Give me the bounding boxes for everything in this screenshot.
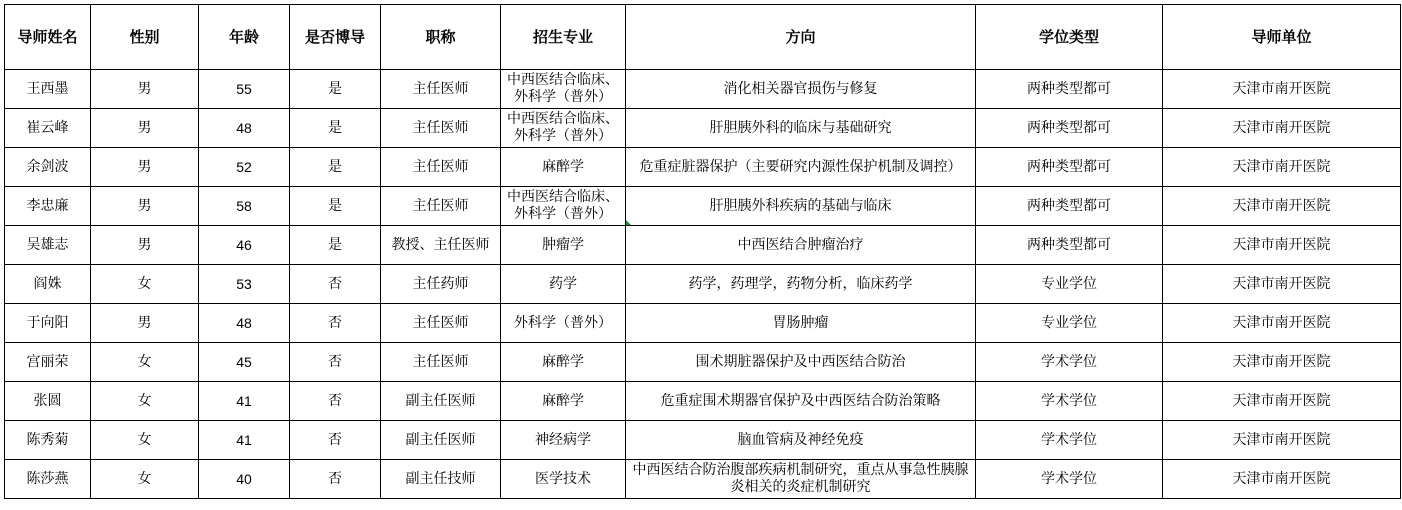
cell-degree[interactable]: 专业学位: [976, 304, 1163, 343]
cell-age[interactable]: 48: [199, 109, 290, 148]
cell-major[interactable]: 麻醉学: [501, 148, 626, 187]
cell-unit[interactable]: 天津市南开医院: [1163, 109, 1401, 148]
cell-name[interactable]: 吴雄志: [5, 226, 91, 265]
cell-phd[interactable]: 是: [290, 187, 381, 226]
table-row: [5, 265, 1401, 304]
cell-unit[interactable]: 天津市南开医院: [1163, 148, 1401, 187]
cell-age[interactable]: 53: [199, 265, 290, 304]
cell-phd[interactable]: 是: [290, 70, 381, 109]
cell-unit[interactable]: 天津市南开医院: [1163, 304, 1401, 343]
table-row: [5, 382, 1401, 421]
cell-unit[interactable]: 天津市南开医院: [1163, 421, 1401, 460]
cell-gender[interactable]: 女: [91, 460, 199, 499]
header-title[interactable]: 职称: [381, 5, 501, 70]
cell-age[interactable]: 55: [199, 70, 290, 109]
header-degree-type[interactable]: 学位类型: [976, 5, 1163, 70]
cell-gender[interactable]: 女: [91, 421, 199, 460]
cell-degree[interactable]: 学术学位: [976, 421, 1163, 460]
table-row: [5, 343, 1401, 382]
comment-indicator-icon: [626, 220, 631, 225]
cell-direction-text: 肝胆胰外科疾病的基础与临床: [709, 197, 892, 214]
cell-age[interactable]: 46: [199, 226, 290, 265]
cell-direction[interactable]: 中西医结合防治腹部疾病机制研究，重点从事急性胰腺炎相关的炎症机制研究: [626, 460, 976, 499]
cell-name[interactable]: 陈秀菊: [5, 421, 91, 460]
cell-phd[interactable]: 是: [290, 109, 381, 148]
cell-major[interactable]: 外科学（普外）: [501, 304, 626, 343]
cell-direction[interactable]: 脑血管病及神经免疫: [626, 421, 976, 460]
cell-gender[interactable]: 女: [91, 265, 199, 304]
table-row: [5, 70, 1401, 109]
cell-unit[interactable]: 天津市南开医院: [1163, 382, 1401, 421]
cell-name[interactable]: 于向阳: [5, 304, 91, 343]
table-row: [5, 304, 1401, 343]
cell-title[interactable]: 主任医师: [381, 187, 501, 226]
cell-name[interactable]: 张圆: [5, 382, 91, 421]
cell-title[interactable]: 教授、主任医师: [381, 226, 501, 265]
header-direction[interactable]: 方向: [626, 5, 976, 70]
cell-gender[interactable]: 男: [91, 187, 199, 226]
cell-name[interactable]: 李忠廉: [5, 187, 91, 226]
cell-title[interactable]: 副主任医师: [381, 382, 501, 421]
cell-title[interactable]: 主任医师: [381, 343, 501, 382]
cell-direction[interactable]: 肝胆胰外科的临床与基础研究: [626, 109, 976, 148]
cell-name[interactable]: 宫丽荣: [5, 343, 91, 382]
cell-title[interactable]: 主任医师: [381, 109, 501, 148]
cell-gender[interactable]: 女: [91, 343, 199, 382]
cell-age[interactable]: 48: [199, 304, 290, 343]
cell-age[interactable]: 40: [199, 460, 290, 499]
cell-title[interactable]: 主任医师: [381, 304, 501, 343]
cell-age[interactable]: 41: [199, 421, 290, 460]
cell-phd[interactable]: 否: [290, 265, 381, 304]
cell-title[interactable]: 副主任技师: [381, 460, 501, 499]
cell-degree[interactable]: 两种类型都可: [976, 148, 1163, 187]
cell-phd[interactable]: 是: [290, 148, 381, 187]
cell-phd[interactable]: 否: [290, 421, 381, 460]
cell-direction[interactable]: 胃肠肿瘤: [626, 304, 976, 343]
cell-gender[interactable]: 女: [91, 382, 199, 421]
cell-gender[interactable]: 男: [91, 109, 199, 148]
table-row: [5, 226, 1401, 265]
cell-title[interactable]: 主任药师: [381, 265, 501, 304]
cell-direction[interactable]: 中西医结合肿瘤治疗: [626, 226, 976, 265]
cell-gender[interactable]: 男: [91, 226, 199, 265]
cell-major[interactable]: 中西医结合临床、外科学（普外）: [501, 187, 626, 226]
header-phd-supervisor[interactable]: 是否博导: [290, 5, 381, 70]
cell-name[interactable]: 王西墨: [5, 70, 91, 109]
cell-major[interactable]: 麻醉学: [501, 382, 626, 421]
cell-name[interactable]: 陈莎燕: [5, 460, 91, 499]
cell-major[interactable]: 药学: [501, 265, 626, 304]
cell-name[interactable]: 余剑波: [5, 148, 91, 187]
cell-major[interactable]: 神经病学: [501, 421, 626, 460]
cell-direction[interactable]: 围术期脏器保护及中西医结合防治: [626, 343, 976, 382]
cell-unit[interactable]: 天津市南开医院: [1163, 343, 1401, 382]
cell-direction[interactable]: 药学，药理学，药物分析，临床药学: [626, 265, 976, 304]
cell-unit[interactable]: 天津市南开医院: [1163, 70, 1401, 109]
cell-age[interactable]: 58: [199, 187, 290, 226]
header-major[interactable]: 招生专业: [501, 5, 626, 70]
table-row: [5, 421, 1401, 460]
cell-title[interactable]: 副主任医师: [381, 421, 501, 460]
cell-degree[interactable]: 两种类型都可: [976, 187, 1163, 226]
table-row: [5, 187, 1401, 226]
header-name[interactable]: 导师姓名: [5, 5, 91, 70]
table-row: [5, 460, 1401, 499]
cell-degree[interactable]: 两种类型都可: [976, 70, 1163, 109]
cell-degree[interactable]: 学术学位: [976, 343, 1163, 382]
table-row: [5, 109, 1401, 148]
cell-phd[interactable]: 否: [290, 304, 381, 343]
table-row: [5, 148, 1401, 187]
cell-title[interactable]: 主任医师: [381, 148, 501, 187]
cell-gender[interactable]: 男: [91, 148, 199, 187]
cell-major[interactable]: 麻醉学: [501, 343, 626, 382]
cell-major[interactable]: 肿瘤学: [501, 226, 626, 265]
header-gender[interactable]: 性别: [91, 5, 199, 70]
cell-degree[interactable]: 专业学位: [976, 265, 1163, 304]
cell-gender[interactable]: 男: [91, 70, 199, 109]
cell-unit[interactable]: 天津市南开医院: [1163, 460, 1401, 499]
cell-phd[interactable]: 否: [290, 382, 381, 421]
cell-age[interactable]: 41: [199, 382, 290, 421]
cell-major[interactable]: 中西医结合临床、外科学（普外）: [501, 109, 626, 148]
header-row: [5, 5, 1401, 70]
cell-direction[interactable]: 危重症围术期器官保护及中西医结合防治策略: [626, 382, 976, 421]
cell-age[interactable]: 45: [199, 343, 290, 382]
header-age[interactable]: 年龄: [199, 5, 290, 70]
cell-gender[interactable]: 男: [91, 304, 199, 343]
cell-direction[interactable]: 危重症脏器保护（主要研究内源性保护机制及调控）: [626, 148, 976, 187]
cell-major[interactable]: 医学技术: [501, 460, 626, 499]
cell-name[interactable]: 崔云峰: [5, 109, 91, 148]
cell-phd[interactable]: 否: [290, 460, 381, 499]
cell-degree[interactable]: 两种类型都可: [976, 109, 1163, 148]
cell-direction[interactable]: 消化相关器官损伤与修复: [626, 70, 976, 109]
cell-major[interactable]: 中西医结合临床、外科学（普外）: [501, 70, 626, 109]
cell-age[interactable]: 52: [199, 148, 290, 187]
cell-degree[interactable]: 学术学位: [976, 460, 1163, 499]
cell-degree[interactable]: 两种类型都可: [976, 226, 1163, 265]
cell-direction[interactable]: [626, 187, 976, 226]
cell-title[interactable]: 主任医师: [381, 70, 501, 109]
cell-unit[interactable]: 天津市南开医院: [1163, 265, 1401, 304]
supervisor-table: [4, 4, 1401, 499]
cell-name[interactable]: 阎姝: [5, 265, 91, 304]
cell-unit[interactable]: 天津市南开医院: [1163, 226, 1401, 265]
cell-degree[interactable]: 学术学位: [976, 382, 1163, 421]
cell-phd[interactable]: 否: [290, 343, 381, 382]
cell-phd[interactable]: 是: [290, 226, 381, 265]
header-unit[interactable]: 导师单位: [1163, 5, 1401, 70]
cell-unit[interactable]: 天津市南开医院: [1163, 187, 1401, 226]
